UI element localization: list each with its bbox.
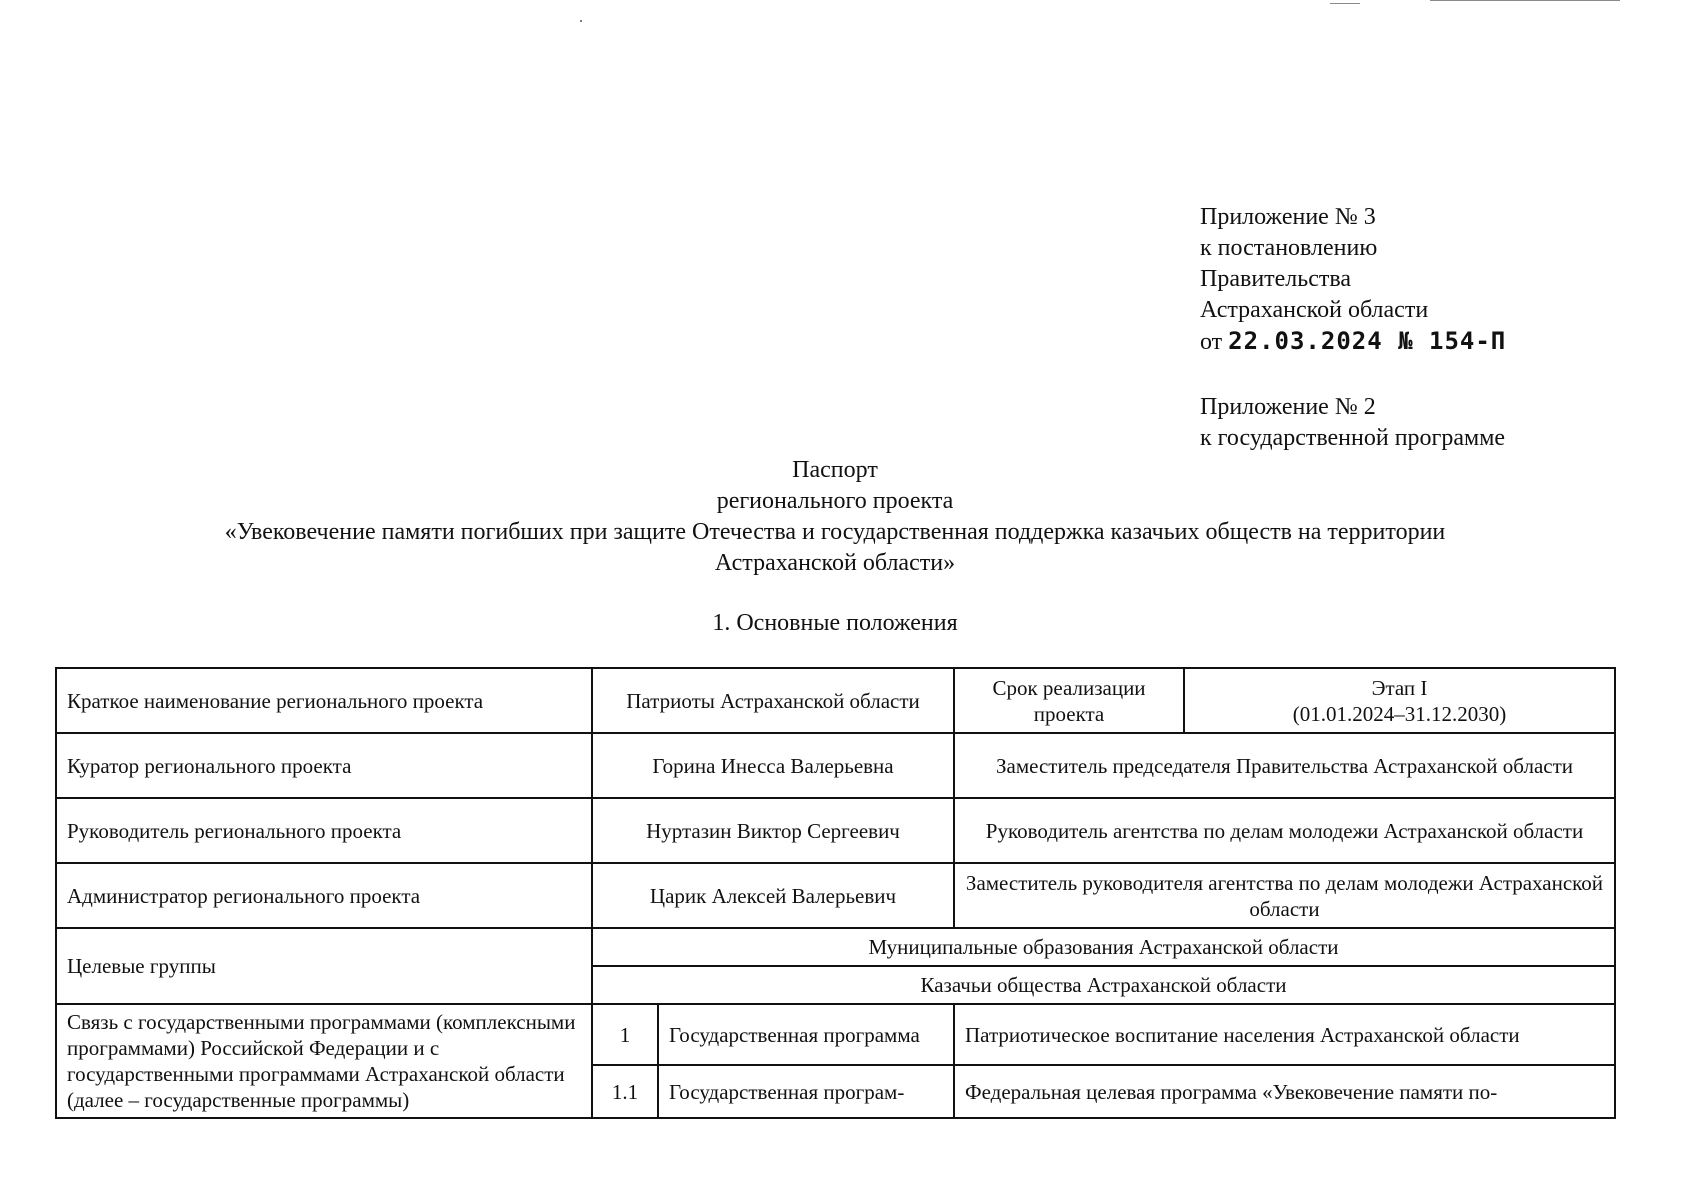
leader-name: Нуртазин Виктор Сергеевич <box>592 798 954 863</box>
program-link-name: Федеральная целевая программа «Увековечение памяти по- <box>954 1065 1615 1118</box>
title-line: Паспорт <box>792 457 878 483</box>
scan-artifact-line <box>1330 3 1360 4</box>
appendix-3-line: к постановлению <box>1200 235 1378 261</box>
project-passport-table <box>55 667 1616 1119</box>
scan-artifact-line <box>1430 0 1620 1</box>
document-title <box>0 455 1670 579</box>
title-line: «Увековечение памяти погибших при защите Отечества и государственная поддержка казачьих обществ на территории <box>224 519 1446 545</box>
curator-name: Горина Инесса Валерьевна <box>592 733 954 798</box>
title-line: Астраханской области» <box>714 550 956 576</box>
target-group-municipal: Муниципальные образования Астраханской области <box>592 928 1615 966</box>
term-value <box>1184 668 1615 733</box>
target-group-cossack: Казачьи общества Астраханской области <box>592 966 1615 1004</box>
program-links-label: Связь с государственными программами (комплексными программами) Российской Федерации и с государственными программами Астраханской области (далее – государственные программы) <box>56 1004 592 1118</box>
appendix-3-date-line <box>1200 326 1506 358</box>
table-row <box>56 1004 1615 1065</box>
scan-artifact-dot <box>580 20 582 22</box>
appendix-3-header <box>1200 202 1506 358</box>
leader-position: Руководитель агентства по делам молодежи Астраханской области <box>954 798 1615 863</box>
title-line: регионального проекта <box>716 488 954 514</box>
term-stage: Этап I <box>1371 675 1428 700</box>
appendix-3-line: Астраханской области <box>1200 297 1429 323</box>
table-row <box>56 863 1615 928</box>
program-link-type: Государственная програм- <box>658 1065 954 1118</box>
date-stamp: 22.03.2024 № 154-П <box>1228 327 1507 355</box>
short-name-label: Краткое наименование регионального проекта <box>56 668 592 733</box>
program-link-type: Государственная программа <box>658 1004 954 1065</box>
administrator-position: Заместитель руководителя агентства по делам молодежи Астраханской области <box>954 863 1615 928</box>
term-label: Срок реализации проекта <box>954 668 1184 733</box>
short-name-value: Патриоты Астраханской области <box>592 668 954 733</box>
table-row <box>56 733 1615 798</box>
program-link-name: Патриотическое воспитание населения Астраханской области <box>954 1004 1615 1065</box>
appendix-2-header <box>1200 392 1505 454</box>
appendix-2-line: к государственной программе <box>1200 425 1506 451</box>
leader-label: Руководитель регионального проекта <box>56 798 592 863</box>
appendix-2-line: Приложение № 2 <box>1200 394 1376 420</box>
target-groups-label: Целевые группы <box>56 928 592 1004</box>
program-link-number: 1 <box>592 1004 658 1065</box>
term-dates: (01.01.2024–31.12.2030) <box>1292 701 1507 726</box>
appendix-3-line: Приложение № 3 <box>1200 204 1376 230</box>
administrator-label: Администратор регионального проекта <box>56 863 592 928</box>
program-link-number: 1.1 <box>592 1065 658 1118</box>
appendix-3-line: Правительства <box>1200 266 1352 292</box>
curator-label: Куратор регионального проекта <box>56 733 592 798</box>
date-prefix: от <box>1200 329 1223 355</box>
table-row <box>56 798 1615 863</box>
section-heading: 1. Основные положения <box>712 610 958 636</box>
administrator-name: Царик Алексей Валерьевич <box>592 863 954 928</box>
table-row <box>56 928 1615 966</box>
table-row <box>56 668 1615 733</box>
curator-position: Заместитель председателя Правительства Астраханской области <box>954 733 1615 798</box>
